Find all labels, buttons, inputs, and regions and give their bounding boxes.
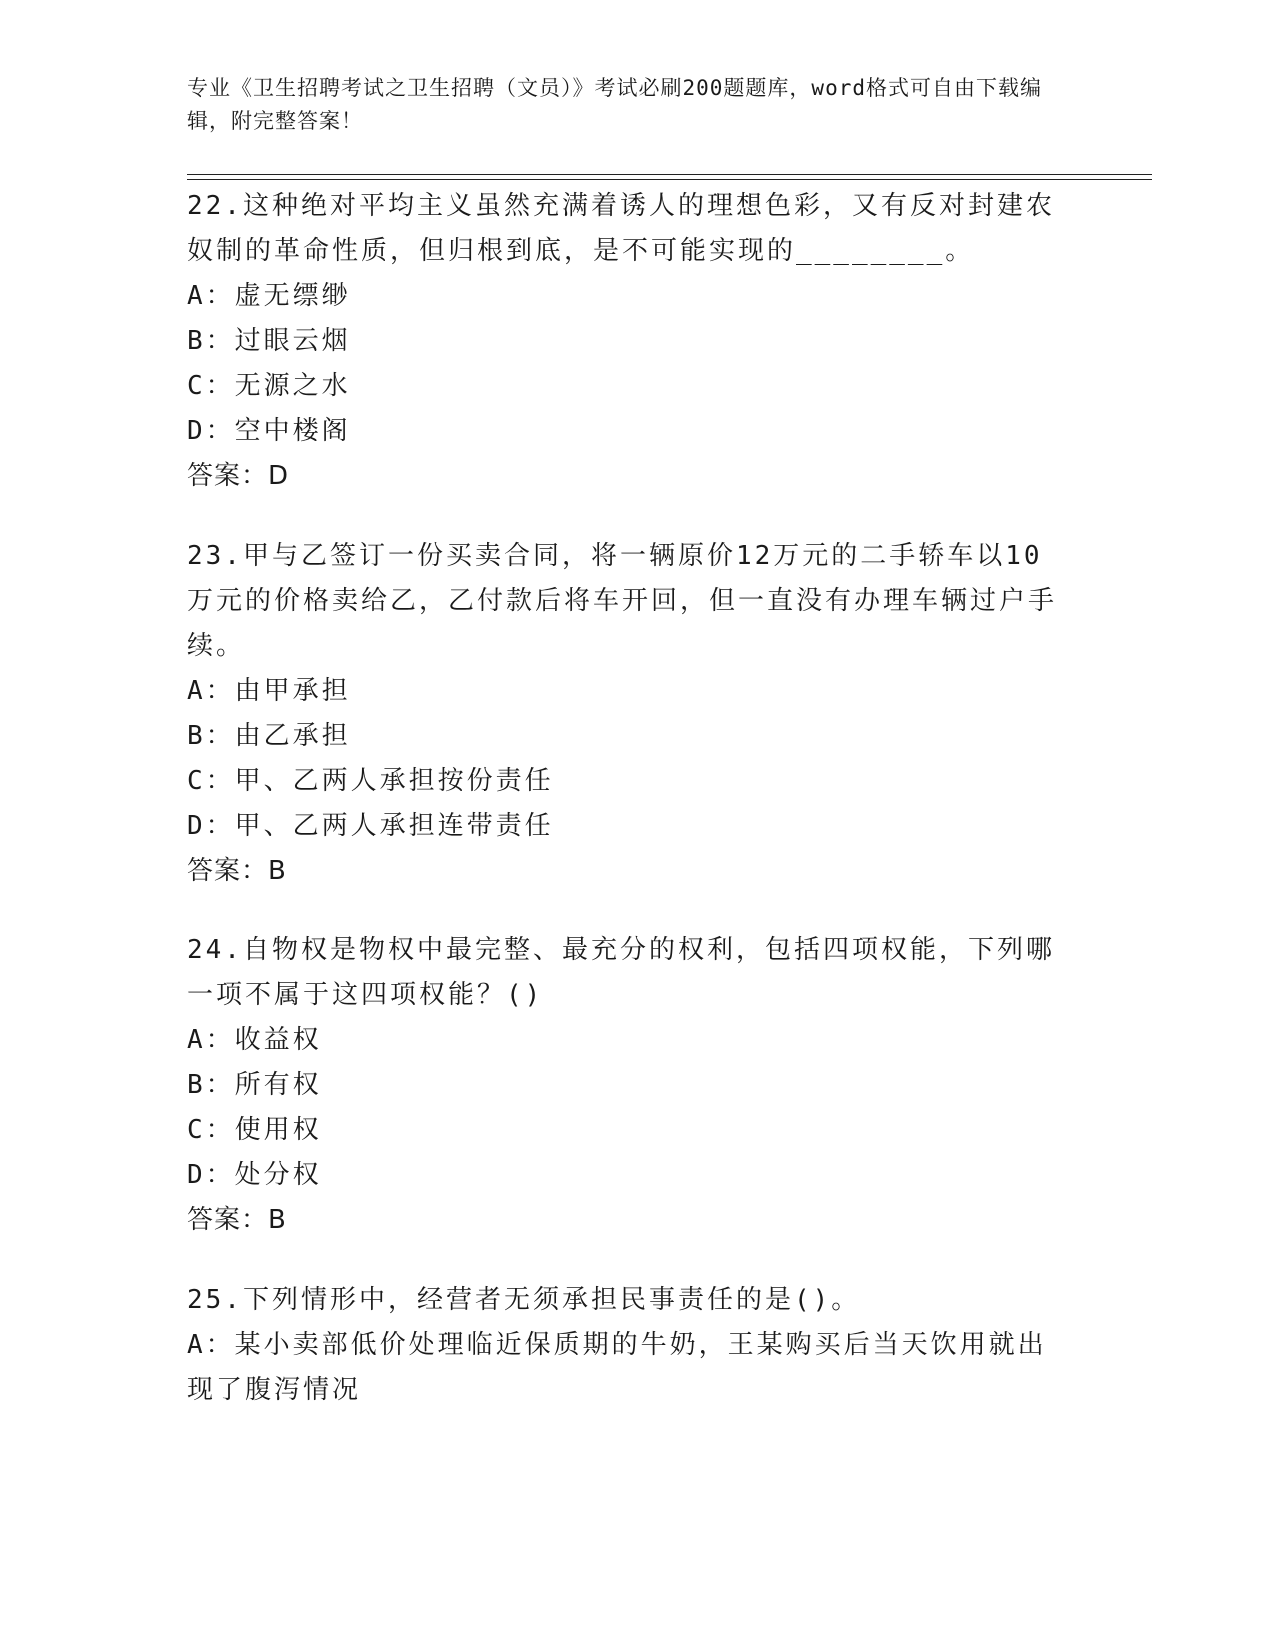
option-c: C：甲、乙两人承担按份责任 [187, 766, 554, 796]
header-rule-top [187, 174, 1152, 175]
option-d: D：空中楼阁 [187, 416, 351, 446]
option-c: C：使用权 [187, 1115, 322, 1145]
option-d: D：处分权 [187, 1160, 322, 1190]
answer-label: 答案：D [187, 461, 290, 491]
option-b: B：所有权 [187, 1070, 322, 1100]
option-b: B：由乙承担 [187, 721, 351, 751]
answer-label: 答案：B [187, 856, 287, 886]
question-stem: 22.这种绝对平均主义虽然充满着诱人的理想色彩，又有反对封建农奴制的革命性质，但归根到底，是不可能实现的________。 [187, 191, 1055, 266]
question-stem: 25.下列情形中，经营者无须承担民事责任的是()。 [187, 1285, 861, 1315]
option-b: B：过眼云烟 [187, 326, 351, 356]
option-a: A：虚无缥缈 [187, 281, 351, 311]
option-a: A：由甲承担 [187, 676, 351, 706]
header-intro: 专业《卫生招聘考试之卫生招聘（文员）》考试必刷200题题库，word格式可自由下载编辑，附完整答案！ [187, 76, 1042, 133]
answer-label: 答案：B [187, 1205, 287, 1235]
header-rule-bottom [187, 179, 1152, 180]
document-header [187, 72, 1067, 138]
question-stem: 23.甲与乙签订一份买卖合同，将一辆原价12万元的二手轿车以10万元的价格卖给乙，乙付款后将车开回，但一直没有办理车辆过户手续。 [187, 541, 1058, 661]
question-24 [187, 928, 1067, 1243]
option-d: D：甲、乙两人承担连带责任 [187, 811, 554, 841]
question-22 [187, 184, 1067, 499]
option-c: C：无源之水 [187, 371, 351, 401]
question-23 [187, 534, 1067, 894]
option-a: A：收益权 [187, 1025, 322, 1055]
question-25 [187, 1278, 1067, 1413]
question-stem: 24.自物权是物权中最完整、最充分的权利，包括四项权能，下列哪一项不属于这四项权能？() [187, 935, 1055, 1010]
option-a: A：某小卖部低价处理临近保质期的牛奶，王某购买后当天饮用就出现了腹泻情况 [187, 1330, 1047, 1405]
